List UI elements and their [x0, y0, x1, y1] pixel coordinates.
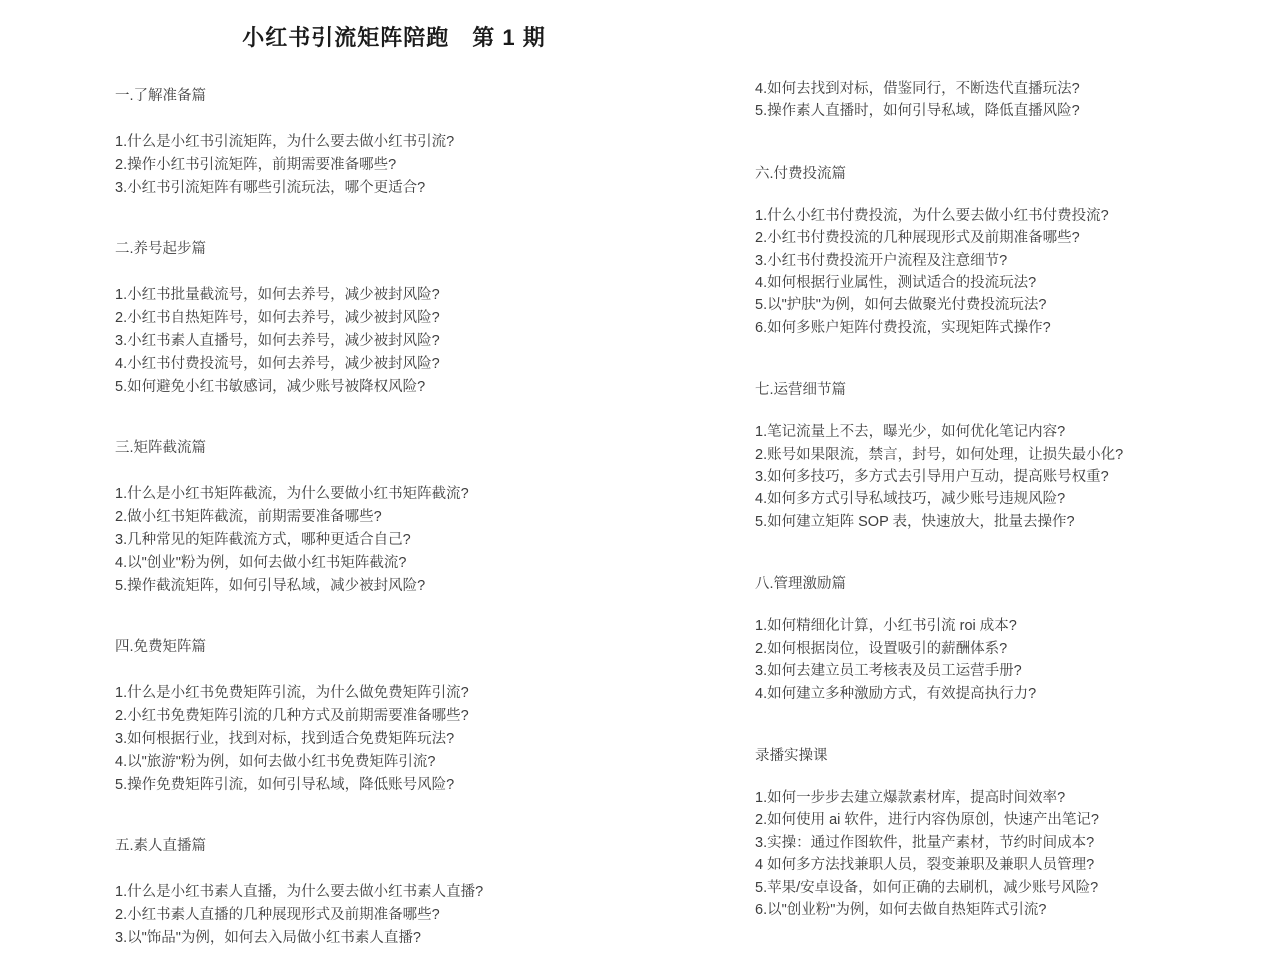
section-heading: 七.运营细节篇 [755, 382, 847, 399]
outline-item: 1.什么小红书付费投流，为什么要去做小红书付费投流? [755, 207, 1109, 224]
outline-item: 4.如何根据行业属性，测试适合的投流玩法? [755, 275, 1037, 292]
outline-item: 5.以"护肤"为例，如何去做聚光付费投流玩法? [755, 297, 1047, 314]
outline-item: 1.什么是小红书素人直播，为什么要去做小红书素人直播? [115, 884, 484, 900]
outline-section [115, 835, 680, 950]
outline-item: 3.以"饰品"为例，如何去入局做小红书素人直播? [115, 930, 421, 946]
document-title: 小红书引流矩阵陪跑 第 1 期 [242, 25, 546, 50]
outline-item: 5.操作素人直播时，如何引导私域，降低直播风险? [755, 103, 1080, 120]
outline-item: 3.小红书付费投流开户流程及注意细节? [755, 252, 1008, 269]
section-heading: 二.养号起步篇 [115, 241, 207, 257]
outline-section [115, 437, 680, 598]
outline-item: 3.几种常见的矩阵截流方式，哪种更适合自己? [115, 532, 411, 548]
outline-item: 2.小红书付费投流的几种展现形式及前期准备哪些? [755, 230, 1080, 247]
outline-item: 2.做小红书矩阵截流，前期需要准备哪些? [115, 509, 382, 525]
outline-section [755, 745, 1280, 921]
section-heading: 一.了解准备篇 [115, 88, 207, 104]
section-heading: 八.管理激励篇 [755, 576, 847, 593]
outline-item: 1.如何一步步去建立爆款素材库，提高时间效率? [755, 789, 1066, 806]
outline-item: 1.小红书批量截流号，如何去养号，减少被封风险? [115, 287, 440, 303]
outline-section [755, 573, 1280, 705]
section-heading: 六.付费投流篇 [755, 165, 847, 182]
outline-item: 3.如何去建立员工考核表及员工运营手册? [755, 663, 1022, 680]
outline-item: 2.账号如果限流，禁言，封号，如何处理，让损失最小化? [755, 446, 1124, 463]
outline-item: 2.小红书自热矩阵号，如何去养号，减少被封风险? [115, 310, 440, 326]
outline-section [115, 238, 680, 399]
outline-item: 4.如何去找到对标，借鉴同行，不断迭代直播玩法? [755, 81, 1080, 97]
outline-item: 2.小红书免费矩阵引流的几种方式及前期需要准备哪些? [115, 708, 469, 724]
outline-section [755, 163, 1280, 339]
outline-item: 4.如何多方式引导私域技巧，减少账号违规风险? [755, 491, 1066, 508]
outline-item: 3.实操：通过作图软件，批量产素材，节约时间成本? [755, 834, 1095, 851]
outline-item: 5.如何避免小红书敏感词，减少账号被降权风险? [115, 379, 426, 395]
outline-item: 4.以"旅游"粉为例，如何去做小红书免费矩阵引流? [115, 754, 436, 770]
outline-item: 5.如何建立矩阵 SOP 表，快速放大，批量去操作? [755, 513, 1075, 530]
outline-item: 2.如何根据岗位，设置吸引的薪酬体系? [755, 640, 1008, 657]
outline-item: 1.笔记流量上不去，曝光少，如何优化笔记内容? [755, 424, 1066, 441]
outline-item: 3.小红书引流矩阵有哪些引流玩法，哪个更适合? [115, 180, 426, 196]
section-heading: 录播实操课 [755, 747, 828, 764]
outline-item: 1.如何精细化计算，小红书引流 roi 成本? [755, 618, 1017, 635]
outline-item: 4.如何建立多种激励方式，有效提高执行力? [755, 685, 1037, 702]
outline-item: 4.小红书付费投流号，如何去养号，减少被封风险? [115, 356, 440, 372]
outline-section [755, 379, 1280, 533]
right-column [755, 78, 1280, 921]
outline-item: 1.什么是小红书免费矩阵引流，为什么做免费矩阵引流? [115, 685, 469, 701]
outline-item: 6.如何多账户矩阵付费投流，实现矩阵式操作? [755, 319, 1051, 336]
section-heading: 三.矩阵截流篇 [115, 440, 207, 456]
outline-item: 4 如何多方法找兼职人员，裂变兼职及兼职人员管理? [755, 857, 1095, 874]
outline-item: 3.如何根据行业，找到对标，找到适合免费矩阵玩法? [115, 731, 455, 747]
section-heading: 五.素人直播篇 [115, 838, 207, 854]
left-column [115, 85, 680, 950]
outline-item: 5.操作截流矩阵，如何引导私域，减少被封风险? [115, 578, 426, 594]
section-heading: 四.免费矩阵篇 [115, 639, 207, 655]
outline-item: 1.什么是小红书矩阵截流，为什么要做小红书矩阵截流? [115, 486, 469, 502]
outline-item: 1.什么是小红书引流矩阵，为什么要去做小红书引流? [115, 134, 455, 150]
outline-item: 4.以"创业"粉为例，如何去做小红书矩阵截流? [115, 555, 407, 571]
outline-item: 5.苹果/安卓设备，如何正确的去刷机，减少账号风险? [755, 879, 1099, 896]
outline-item: 3.如何多技巧，多方式去引导用户互动，提高账号权重? [755, 469, 1109, 486]
outline-item: 2.小红书素人直播的几种展现形式及前期准备哪些? [115, 907, 440, 923]
outline-item: 5.操作免费矩阵引流，如何引导私域，降低账号风险? [115, 777, 455, 793]
outline-item: 3.小红书素人直播号，如何去养号，减少被封风险? [115, 333, 440, 349]
outline-section [115, 636, 680, 797]
outline-item: 2.如何使用 ai 软件，进行内容伪原创，快速产出笔记? [755, 812, 1099, 829]
outline-section [115, 85, 680, 200]
outline-item: 2.操作小红书引流矩阵，前期需要准备哪些? [115, 157, 397, 173]
outline-item: 6.以"创业粉"为例，如何去做自热矩阵式引流? [755, 901, 1047, 918]
outline-section [755, 78, 1280, 123]
